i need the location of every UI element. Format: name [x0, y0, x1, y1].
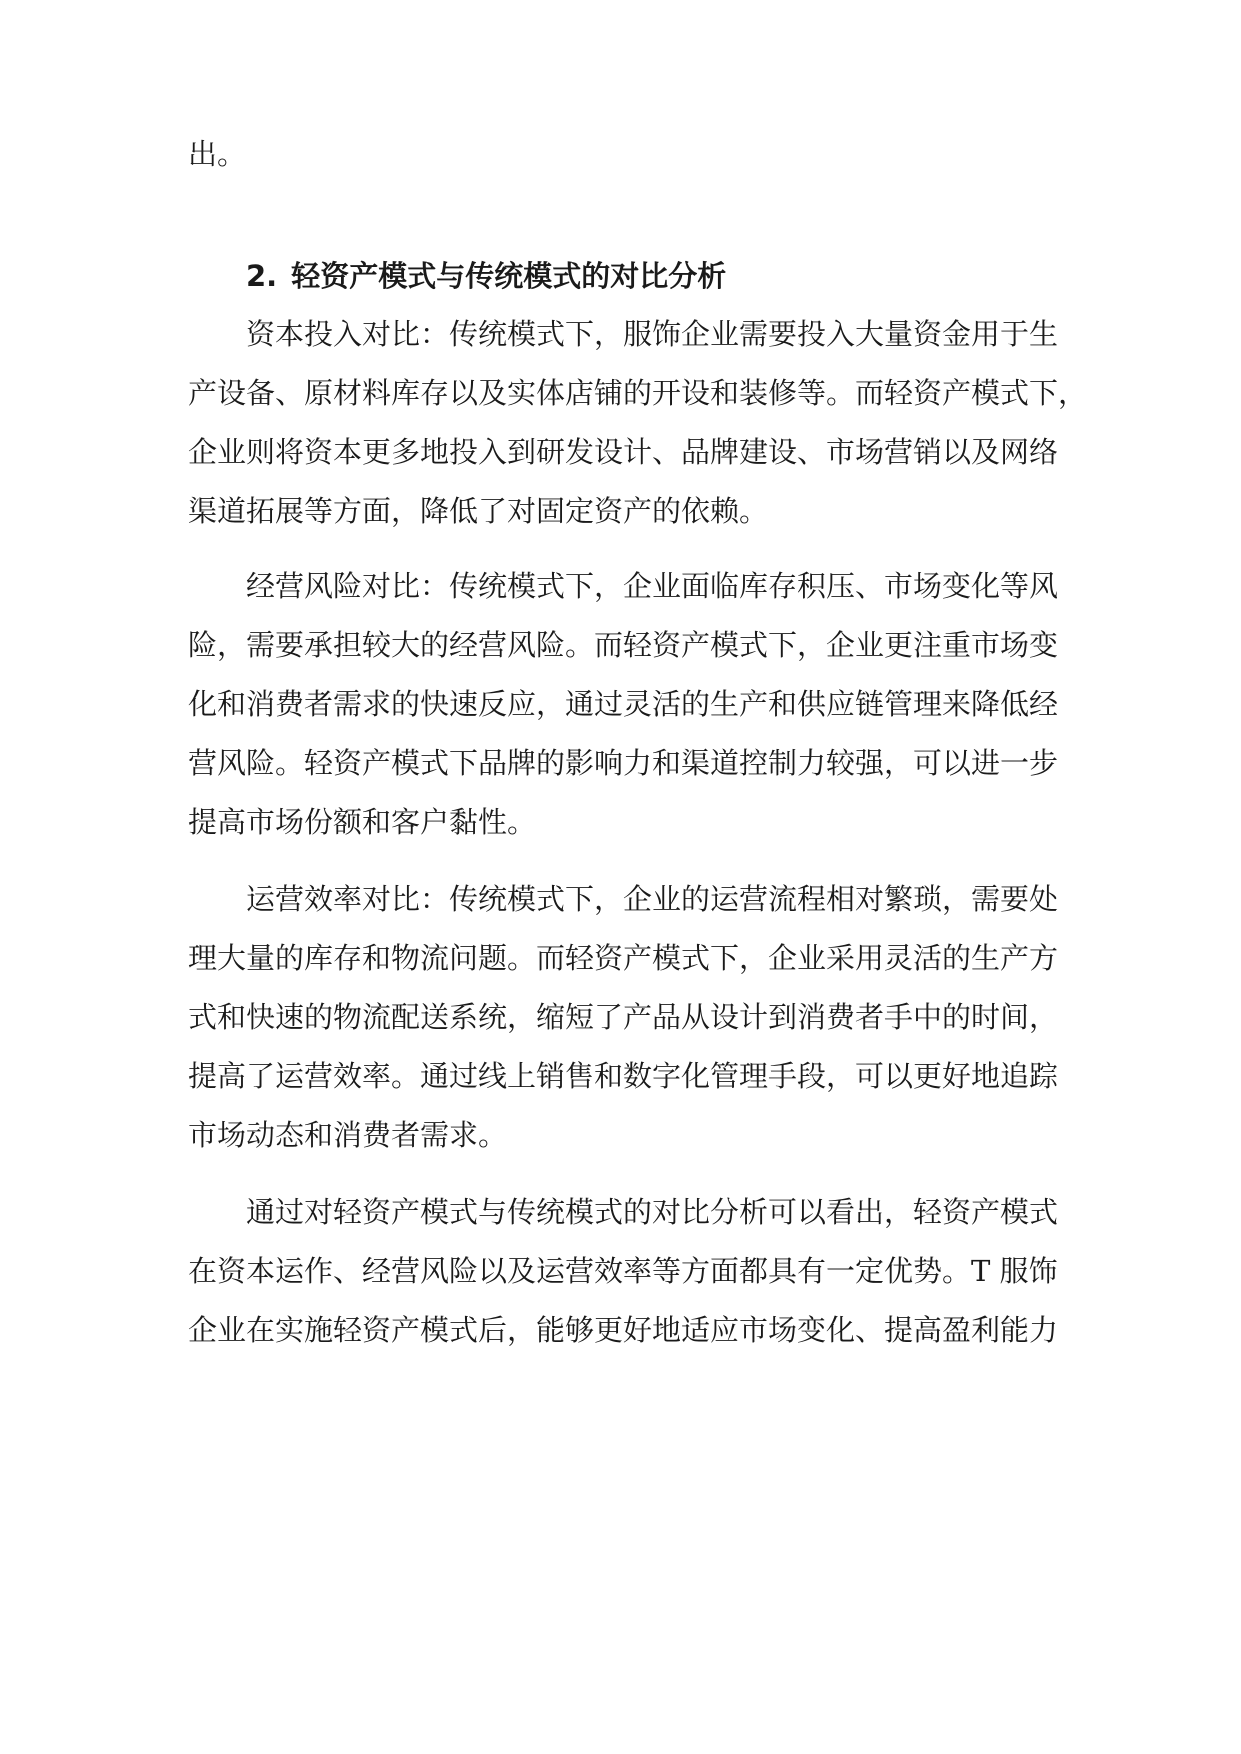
- text-line: 出。: [188, 137, 247, 171]
- text-line: 营风险。轻资产模式下品牌的影响力和渠道控制力较强，可以进一步: [188, 746, 1059, 780]
- text-line: 运营效率对比：传统模式下，企业的运营流程相对繁琐，需要处: [246, 882, 1059, 916]
- text-line: 提高了运营效率。通过线上销售和数字化管理手段，可以更好地追踪: [188, 1059, 1059, 1093]
- text-line: 企业在实施轻资产模式后，能够更好地适应市场变化、提高盈利能力: [188, 1313, 1059, 1347]
- paragraph-conclusion: [188, 1183, 1059, 1360]
- text-line: 资本投入对比：传统模式下，服饰企业需要投入大量资金用于生: [246, 317, 1059, 351]
- text-line: 经营风险对比：传统模式下，企业面临库存积压、市场变化等风: [246, 569, 1059, 603]
- lead-fragment: [188, 125, 1054, 184]
- text-line: 市场动态和消费者需求。: [188, 1118, 508, 1152]
- section-heading: [246, 247, 726, 306]
- text-line: 化和消费者需求的快速反应，通过灵活的生产和供应链管理来降低经: [188, 687, 1059, 721]
- paragraph-operational-efficiency: [188, 870, 1059, 1165]
- paragraph-operating-risk: [188, 557, 1059, 852]
- text-line: 在资本运作、经营风险以及运营效率等方面都具有一定优势。T 服饰: [188, 1254, 1058, 1288]
- text-line: 渠道拓展等方面，降低了对固定资产的依赖。: [188, 494, 769, 528]
- text-line: 产设备、原材料库存以及实体店铺的开设和装修等。而轻资产模式下，: [188, 376, 1088, 410]
- section-title: 轻资产模式与传统模式的对比分析: [291, 259, 727, 293]
- text-line: 提高市场份额和客户黏性。: [188, 805, 537, 839]
- paragraph-capital-investment: [188, 305, 1088, 541]
- text-line: 险，需要承担较大的经营风险。而轻资产模式下，企业更注重市场变: [188, 628, 1059, 662]
- text-line: 理大量的库存和物流问题。而轻资产模式下，企业采用灵活的生产方: [188, 941, 1059, 975]
- text-line: 通过对轻资产模式与传统模式的对比分析可以看出，轻资产模式: [246, 1195, 1059, 1229]
- text-line: 式和快速的物流配送系统，缩短了产品从设计到消费者手中的时间，: [188, 1000, 1059, 1034]
- section-number: 2.: [246, 259, 278, 293]
- text-line: 企业则将资本更多地投入到研发设计、品牌建设、市场营销以及网络: [188, 435, 1059, 469]
